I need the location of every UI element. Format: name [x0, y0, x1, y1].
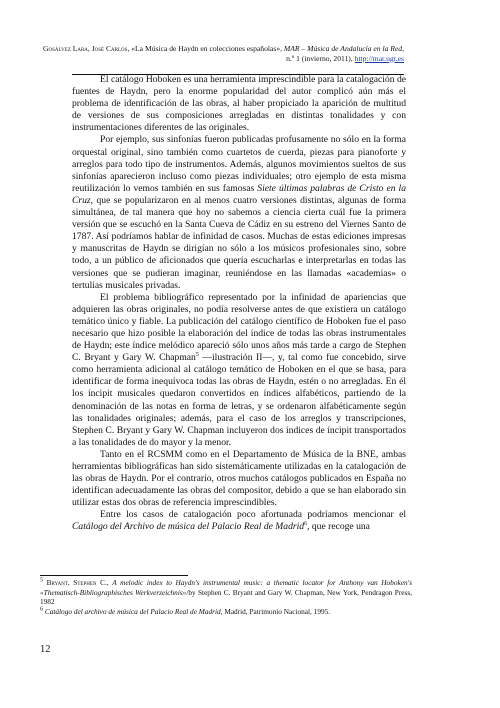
footnote-number: 5 [40, 577, 43, 584]
paragraph-lead: Por ejemplo, sus [100, 134, 165, 146]
footnote-number: 6 [40, 606, 43, 613]
page-number: 12 [40, 644, 51, 655]
footnote-rule [40, 575, 188, 576]
footnote-mark[interactable]: 5 [195, 351, 199, 358]
footnotes [40, 578, 412, 616]
paragraph [72, 292, 406, 449]
footnote-mark[interactable]: 6 [304, 521, 308, 528]
footnote-author: Bryant, Stephen C., [46, 578, 109, 587]
paragraph: El catálogo Hoboken es una herramienta imprescindible para la catalogación de fuentes de Haydn, pero la enorme popularidad del autor complicó aún más el problema de identificación de las obras, al haber propiciado la aparición de multitud de versiones de sus composiciones arregladas en distintas tonalidades y con instrumentaciones diferentes de las originales. [72, 74, 406, 134]
paragraph-text: Entre los casos de catalogación poco afortunada podríamos mencionar el [100, 509, 406, 521]
paragraph-text: , que recoge una [307, 521, 370, 533]
paragraph: Tanto en el RCSMM como en el Departamento de Música de la BNE, ambas herramientas bibliográficas han sido sistemáticamente utilizadas en la catalogación de las obras de Haydn. Por el contrario, otros muchos catálogos publicados en España no identifican adecuadamente las obras del compositor, debido a que se han elaborado sin utilizar estas dos obras de referencia imprescindibles. [72, 448, 406, 509]
paragraph [72, 509, 406, 533]
header-author: Gosálvez Lara, José Carlos [43, 44, 128, 53]
paragraph-text: —ilustración II—, y, tal como fue concebido, sirve como herramienta adicional al catálogo temático de Hoboken en el que se basa, para identificar de forma inequívoca todas las obras de Haydn, estén o no arregladas. En él los íncipit musicales quedaron convertidos en índices alfabéticos, partiendo de la denominación de las notas en forma de letras, y se ordenaron alfabéticamente según las tonalidades originales; además, para el caso de los arreglos y transcripciones, Stephen C. Bryant y Gary W. Chapman incluyeron dos índices de íncipit transportados a las tonalidades de do mayor y la menor. [72, 352, 406, 448]
paragraph-text: sinfonías fueron publicadas profusamente no sólo en la forma orquestal original, sino también como cuartetos de cuerda, piezas para pianoforte y arreglos para todo tipo de instrumentos. Además, algunos movimientos sueltos de sus sinfonías aparecieron incluso como piezas individuales; otro ejemplo de esta misma reutilización lo vemos también en sus famosas [72, 134, 406, 194]
paragraph-text: que se popularizaron en al menos cuatro versiones distintas, algunas de forma simultánea, de tal manera que hoy no sabemos a ciencia cierta cuál fue la primera versión que se escuchó en la Santa Cueva de Cádiz en su estreno del Viernes Santo de 1787. Así podríamos hablar de infinidad de casos. Muchas de estas ediciones impresas y manuscritas de Haydn se dirigían no sólo a los músicos profesionales sino, sobre todo, a un público de aficionados que quería escucharlas e interpretarlas en todas las versiones que se pudieran imaginar, reuniéndose en las llamadas «academias» o tertulias musicales privadas. [72, 194, 406, 291]
article-body [72, 74, 406, 534]
header-title: «La Música de Haydn en colecciones españolas» [131, 44, 281, 53]
footnote [40, 578, 412, 607]
work-title: Siete últimas palabras de Cristo en la Cruz, [72, 182, 406, 206]
header-journal: MAR – Música de Andalucía en la Red [283, 44, 403, 53]
running-header: Gosálvez Lara, José Carlos, «La Música de Haydn en colecciones españolas», MAR – Música de Andalucía en la Red, n.º 1 (invierno, 2011), http://mar.ugr.es [43, 44, 404, 63]
paragraph [72, 134, 406, 291]
header-issue: n.º 1 (invierno, 2011) [286, 53, 351, 63]
footnote-title: A melodic index to Haydn's instrumental music: a thematic locator for Anthony van Hoboken's «Thematisch-Bibliographisches Werkverzeichnis» [40, 578, 412, 597]
footnote [40, 607, 412, 617]
footnote-text: /by Stephen C. Bryant and Gary W. Chapman, New York, Pendragon Press, 1982 [40, 587, 412, 607]
paragraph-text: El problema bibliográfico representado por la infinidad de apariencias que adquieren las obras originales, no podía resolverse antes de que existiera un catálogo temático único y fiable. La publicación del catálogo científico de Hoboken fue el paso necesario que hizo posible la elaboración del índice de todas las obras instrumentales de Haydn; este índice melódico apareció sólo unos años más tarde a cargo de Stephen C. Bryant y Gary W. Chapman [72, 291, 406, 364]
footnote-title: Catálogo del archivo de música del Palacio Real de Madrid, [44, 606, 223, 616]
footnote-text: Madrid, Patrimonio Nacional, 1995. [224, 606, 331, 616]
header-link[interactable]: http://mar.ugr.es [354, 53, 404, 63]
catalog-title: Catálogo del Archivo de música del Palacio Real de Madrid [72, 521, 305, 533]
